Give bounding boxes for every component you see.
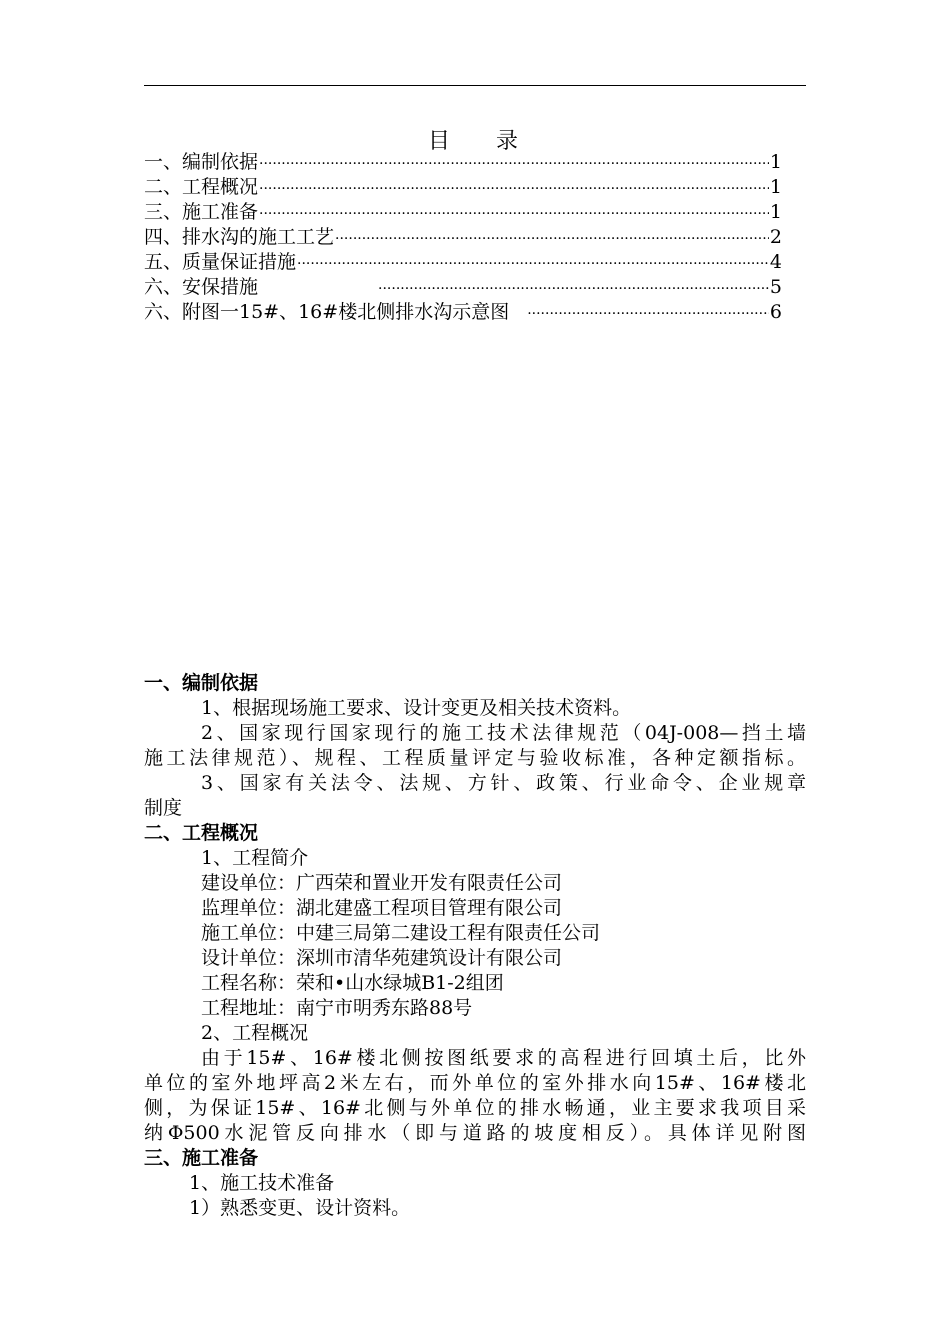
toc-entry-label: 五、质量保证措施	[144, 251, 297, 273]
toc-entry-page: 5	[769, 276, 782, 298]
paragraph-line: 制度	[144, 797, 183, 819]
toc-entry-label: 四、排水沟的施工工艺	[144, 226, 335, 248]
toc-entry-page: 1	[769, 151, 782, 173]
toc-entry-page: 2	[769, 226, 782, 248]
header-rule	[144, 85, 806, 86]
toc-title-left: 目	[427, 129, 454, 154]
table-of-contents	[144, 150, 782, 325]
toc-entry[interactable]	[144, 225, 782, 250]
paragraph-line: 1、根据现场施工要求、设计变更及相关技术资料。	[201, 697, 632, 719]
toc-entry-label: 三、施工准备	[144, 201, 259, 223]
paragraph-line: 施工法律规范）、规程、工程质量评定与验收标准，各种定额指标。	[144, 747, 806, 769]
paragraph-line: 2、国家现行国家现行的施工技术法律规范（04J-008—挡土墙	[201, 722, 806, 744]
toc-leader-dots	[259, 202, 769, 227]
toc-entry[interactable]	[144, 200, 782, 225]
info-project-address: 工程地址：南宁市明秀东路88号	[201, 997, 473, 1019]
document-body	[144, 671, 806, 1221]
toc-entry[interactable]	[144, 175, 782, 200]
toc-leader-dots	[527, 302, 769, 327]
toc-leader-dots	[259, 177, 769, 202]
info-owner: 建设单位：广西荣和置业开发有限责任公司	[201, 872, 563, 894]
toc-leader-dots	[259, 152, 769, 177]
toc-entry[interactable]	[144, 300, 782, 325]
paragraph-line: 1）熟悉变更、设计资料。	[189, 1197, 411, 1219]
toc-entry-page: 6	[769, 301, 782, 323]
info-project-name: 工程名称：荣和•山水绿城B1-2组团	[201, 972, 504, 994]
info-designer: 设计单位：深圳市清华苑建筑设计有限公司	[201, 947, 563, 969]
toc-leader-dots	[297, 252, 769, 277]
paragraph-line: 由于15#、16#楼北侧按图纸要求的高程进行回填土后，比外	[201, 1047, 806, 1069]
toc-leader-dots	[378, 277, 769, 302]
paragraph-line: 单位的室外地坪高2米左右，而外单位的室外排水向15#、16#楼北	[144, 1072, 806, 1094]
info-contractor: 施工单位：中建三局第二建设工程有限责任公司	[201, 922, 601, 944]
toc-entry-page: 1	[769, 201, 782, 223]
toc-entry-label: 六、安保措施	[144, 276, 259, 298]
toc-entry-label: 六、附图一15#、16#楼北侧排水沟示意图	[144, 301, 510, 323]
toc-entry-label: 二、工程概况	[144, 176, 259, 198]
toc-entry[interactable]	[144, 150, 782, 175]
toc-leader-dots	[335, 227, 769, 252]
toc-title-right: 录	[496, 129, 523, 154]
section-heading: 三、施工准备	[144, 1147, 259, 1169]
section-heading: 二、工程概况	[144, 822, 259, 844]
subsection-title: 1、工程简介	[201, 847, 309, 869]
toc-entry[interactable]	[144, 250, 782, 275]
paragraph-line: 侧，为保证15#、16#北侧与外单位的排水畅通，业主要求我项目采	[144, 1097, 806, 1119]
toc-entry[interactable]	[144, 275, 782, 300]
toc-entry-label: 一、编制依据	[144, 151, 259, 173]
subsection-title: 1、施工技术准备	[189, 1172, 335, 1194]
paragraph-line: 纳Φ500水泥管反向排水（即与道路的坡度相反）。具体详见附图	[144, 1122, 806, 1144]
toc-entry-page: 1	[769, 176, 782, 198]
toc-entry-page: 4	[769, 251, 782, 273]
info-supervisor: 监理单位：湖北建盛工程项目管理有限公司	[201, 897, 563, 919]
section-heading: 一、编制依据	[144, 672, 259, 694]
paragraph-line: 3、国家有关法令、法规、方针、政策、行业命令、企业规章	[201, 772, 806, 794]
subsection-title: 2、工程概况	[201, 1022, 309, 1044]
